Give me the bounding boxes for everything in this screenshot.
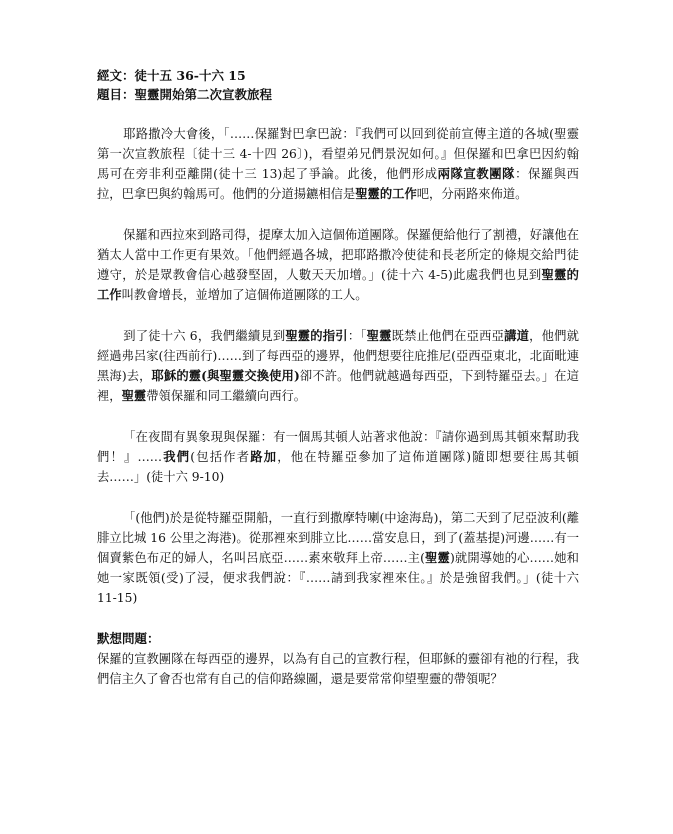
emphasis: 路加 bbox=[250, 449, 278, 464]
topic-title: 聖靈開始第二次宣教旅程 bbox=[134, 87, 273, 102]
emphasis: 聖靈的工作 bbox=[97, 267, 579, 302]
emphasis: 聖靈的指引 bbox=[285, 328, 348, 343]
emphasis: 耶穌的靈(與聖靈交換使用) bbox=[151, 368, 300, 383]
emphasis: 聖靈 bbox=[424, 550, 450, 565]
devotional-page bbox=[97, 66, 579, 689]
meditation-question: 保羅的宣教團隊在每西亞的邊界，以為有自己的宣教行程，但耶穌的靈卻有祂的行程，我們信主久了會否也常有自己的信仰路線圖，還是要常常仰望聖靈的帶領呢？ bbox=[97, 652, 579, 686]
topic-label: 題目： bbox=[97, 87, 135, 102]
emphasis: 我們 bbox=[162, 449, 191, 464]
paragraph-5: 「(他們)於是從特羅亞開船，一直行到撒摩特喇(中途海島)，第二天到了尼亞波利(離腓立比城 16 公里之海港)。從那裡來到腓立比……當安息日，到了(蓋基提)河邊……有一個賣紫色布疋的婦人，名叫呂底亞……素來敬拜上帝……主(聖靈)就開導她的心……她和她一家既領(受)了浸，便求我們說：『……請到我家裡來住。』於是強留我們。」(徒十六 11-15) bbox=[97, 511, 579, 605]
paragraph-1: 耶路撒冷大會後，「……保羅對巴拿巴說：『我們可以回到從前宣傳主道的各城(聖靈第一次宣教旅程〔徒十三 4-十四 26〕)，看望弟兄們景況如何。』但保羅和巴拿巴因約翰馬可在旁非利亞離開(徒十三 13)起了爭論。此後，他們形成兩隊宣教團隊：保羅與西拉，巴拿巴與約翰馬可。他們的分道揚鑣相信是聖靈的工作吧，分兩路來佈道。 bbox=[97, 127, 579, 201]
emphasis: 講道 bbox=[504, 328, 530, 343]
emphasis: 兩隊宣教團隊 bbox=[437, 166, 516, 181]
meditation-title: 默想問題： bbox=[97, 631, 160, 646]
scripture-label: 經文： bbox=[97, 68, 135, 83]
scripture-reference bbox=[97, 66, 579, 85]
paragraph-2: 保羅和西拉來到路司得，提摩太加入這個佈道團隊。保羅便給他行了割禮，好讓他在猶太人當中工作更有果效。「他們經過各城，把耶路撒冷使徒和長老所定的條規交給門徒遵守，於是眾教會信心越發堅固，人數天天加增。」(徒十六 4-5)此處我們也見到聖靈的工作叫教會增長，並增加了這個佈道團隊的工人。 bbox=[97, 228, 579, 302]
paragraph-4: 「在夜間有異象現與保羅：有一個馬其頓人站著求他說：『請你過到馬其頓來幫助我們！』……我們(包括作者路加，他在特羅亞參加了這佈道團隊)隨即想要往馬其頓去……」(徒十六 9-10) bbox=[97, 430, 579, 484]
emphasis: 聖靈 bbox=[366, 328, 392, 343]
paragraph-3: 到了徒十六 6，我們繼續見到聖靈的指引：「聖靈既禁止他們在亞西亞講道，他們就經過弗呂家(往西前行)……到了每西亞的邊界，他們想要往庇推尼(亞西亞東北，北面毗連黑海)去，耶穌的靈(與聖靈交換使用)卻不許。他們就越過每西亞，下到特羅亞去。」在這裡，聖靈帶領保羅和同工繼續向西行。 bbox=[97, 328, 579, 403]
emphasis: 聖靈的工作 bbox=[355, 186, 417, 201]
emphasis: 聖靈 bbox=[121, 388, 147, 403]
scripture-ref: 徒十五 36-十六 15 bbox=[134, 68, 246, 83]
topic-heading bbox=[97, 85, 579, 104]
